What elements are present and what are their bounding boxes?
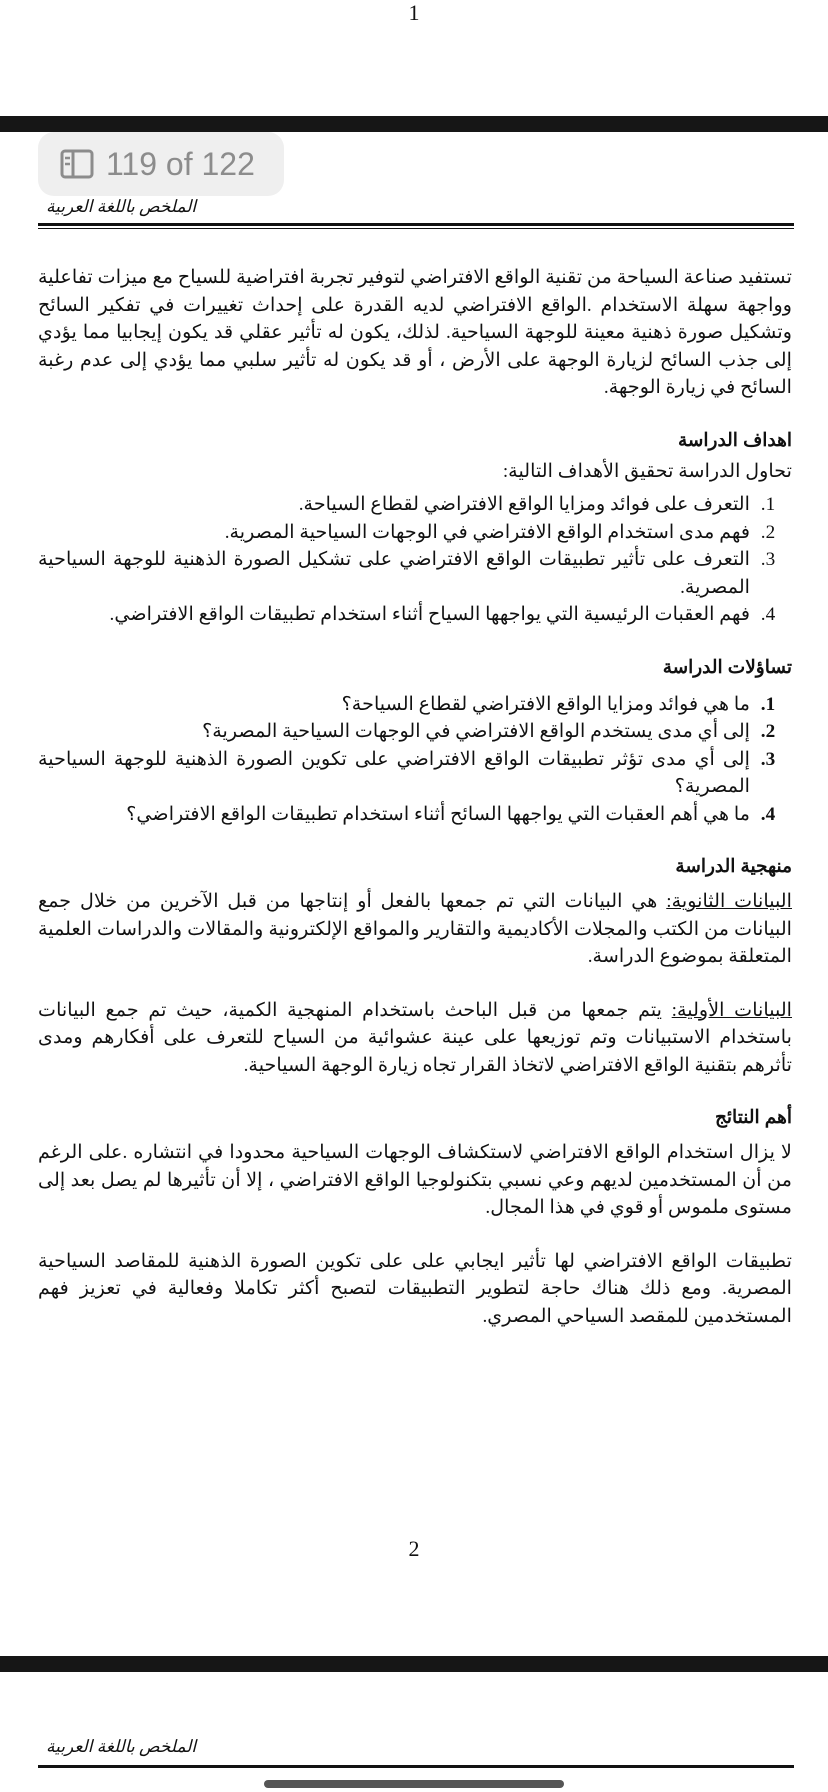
questions-list bbox=[38, 691, 792, 829]
running-head-2: الملخص باللغة العربية bbox=[46, 1737, 197, 1756]
list-item: 3. التعرف على تأثير تطبيقات الواقع الافتراضي على تشكيل الصورة الذهنية للوجهة السياحية المصرية. bbox=[38, 546, 756, 601]
list-item: 4. فهم العقبات الرئيسية التي يواجهها السياح أثناء استخدام تطبيقات الواقع الافتراضي. bbox=[38, 601, 756, 629]
list-item: 1. التعرف على فوائد ومزايا الواقع الافتراضي لقطاع السياحة. bbox=[38, 491, 756, 519]
primary-data-paragraph bbox=[38, 997, 792, 1080]
list-item: 4. ما هي أهم العقبات التي يواجهها السائح أثناء استخدام تطبيقات الواقع الافتراضي؟ bbox=[38, 801, 756, 829]
list-item: 2. إلى أي مدى يستخدم الواقع الافتراضي في الوجهات السياحية المصرية؟ bbox=[38, 718, 756, 746]
objectives-lead: تحاول الدراسة تحقيق الأهداف التالية: bbox=[502, 460, 792, 482]
header-rule bbox=[38, 223, 794, 226]
list-item: 1. ما هي فوائد ومزايا الواقع الافتراضي لقطاع السياحة؟ bbox=[38, 691, 756, 719]
book-pages-icon bbox=[60, 149, 94, 179]
page-separator-band bbox=[0, 116, 828, 132]
list-item: 3. إلى أي مدى تؤثر تطبيقات الواقع الافتراضي على تكوين الصورة الذهنية للوجهة السياحية المصرية؟ bbox=[38, 746, 756, 801]
methodology-heading: منهجية الدراسة bbox=[675, 855, 792, 876]
intro-paragraph: تستفيد صناعة السياحة من تقنية الواقع الافتراضي لتوفير تجربة افتراضية للسياح مع ميزات تفاعلية وواجهة سهلة الاستخدام .الواقع الافتراضي لديه القدرة على إحداث تغييرات في تفكير السائح وتشكيل صورة ذهنية معينة للوجهة السياحية. لذلك، يكون له تأثير عقلي قد يكون إيجابيا مما يؤدي إلى جذب السائح لزيارة الوجهة على الأرض ، أو قد يكون له تأثير سلبي مما يؤدي إلى عدم رغبة السائح في زيارة الوجهة. bbox=[38, 267, 792, 398]
header-rule-2 bbox=[38, 1765, 794, 1768]
results-heading: أهم النتائج bbox=[714, 1106, 792, 1127]
page-number-top: 1 bbox=[408, 0, 420, 25]
objectives-heading: اهداف الدراسة bbox=[677, 428, 792, 450]
header-rule-thin bbox=[38, 228, 794, 229]
questions-heading: تساؤلات الدراسة bbox=[662, 655, 792, 677]
running-head: الملخص باللغة العربية bbox=[46, 197, 197, 216]
results-paragraph-2: تطبيقات الواقع الافتراضي لها تأثير ايجابي على على تكوين الصورة الذهنية للمقاصد السياحية المصرية. ومع ذلك هناك حاجة لتطوير التطبيقات لتصبح أكثر تكاملا وفعالية في تعزيز فهم المستخدمين للمقصد السياحي المصري. bbox=[38, 1250, 792, 1327]
list-item: 2. فهم مدى استخدام الواقع الافتراضي في الوجهات السياحية المصرية. bbox=[38, 519, 756, 547]
page-number-bottom: 2 bbox=[408, 1536, 420, 1561]
scroll-indicator[interactable] bbox=[264, 1780, 564, 1788]
secondary-data-label: البيانات الثانوية: bbox=[666, 891, 792, 912]
secondary-data-paragraph bbox=[38, 888, 792, 971]
page-indicator[interactable] bbox=[38, 132, 284, 196]
page-separator-band-2 bbox=[0, 1656, 828, 1672]
secondary-data-text: هي البيانات التي تم جمعها بالفعل أو إنتاجها من قبل الآخرين من خلال جمع البيانات من الكتب والمجلات الأكاديمية والتقارير والمواقع الإلكترونية والمقالات والدراسات العلمية المتعلقة بموضوع الدراسة. bbox=[38, 891, 792, 967]
page-content bbox=[38, 264, 792, 1330]
results-paragraph-1: لا يزال استخدام الواقع الافتراضي لاستكشاف الوجهات السياحية محدودا في انتشاره .على الرغم من أن المستخدمين لديهم وعي نسبي بتكنولوجيا الواقع الافتراضي ، إلا أن تأثيرها لم يصل بعد إلى مستوى ملموس أو قوي في هذا المجال. bbox=[38, 1142, 792, 1218]
primary-data-text: يتم جمعها من قبل الباحث باستخدام المنهجية الكمية، حيث تم جمع البيانات باستخدام الاستبيانات وتم توزيعها على عينة عشوائية من السياح للتعرف على أفكارهم ومدى تأثرهم بتقنية الواقع الافتراضي لاتخاذ القرار تجاه زيارة الوجهة السياحية. bbox=[38, 999, 792, 1076]
primary-data-label: البيانات الأولية: bbox=[671, 999, 792, 1021]
page-indicator-text: 119 of 122 bbox=[106, 145, 255, 182]
objectives-list bbox=[38, 491, 792, 629]
